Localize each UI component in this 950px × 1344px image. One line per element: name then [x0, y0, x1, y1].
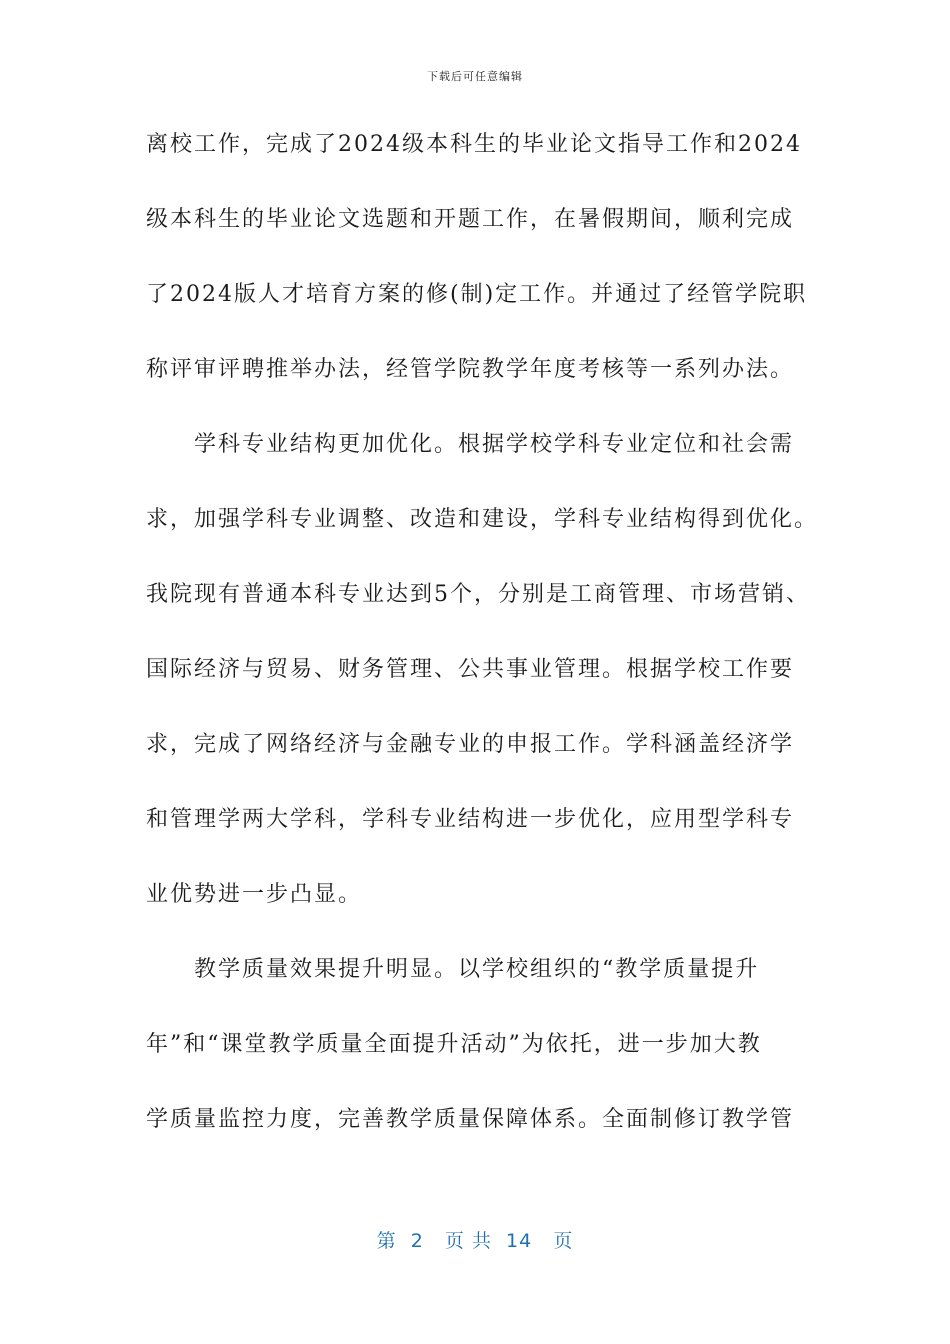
- paragraph-start-line: 学科专业结构更加优化。根据学校学科专业定位和社会需: [194, 432, 795, 457]
- text-line: 离校工作，完成了2024级本科生的毕业论文指导工作和2024: [146, 132, 802, 157]
- text-line: 级本科生的毕业论文选题和开题工作，在暑假期间，顺利完成: [146, 207, 795, 232]
- text-line: 国际经济与贸易、财务管理、公共事业管理。根据学校工作要: [146, 657, 795, 682]
- text-line: 了2024版人才培育方案的修(制)定工作。并通过了经管学院职: [146, 282, 808, 307]
- text-line: 称评审评聘推举办法，经管学院教学年度考核等一系列办法。: [146, 357, 795, 382]
- text-line: 求，完成了网络经济与金融专业的申报工作。学科涵盖经济学: [146, 732, 795, 757]
- text-line: 求，加强学科专业调整、改造和建设，学科专业结构得到优化。: [146, 507, 819, 532]
- text-line: 业优势进一步凸显。: [146, 882, 363, 907]
- text-line: 我院现有普通本科专业达到5个，分别是工商管理、市场营销、: [146, 582, 810, 607]
- text-line: 学质量监控力度，完善教学质量保障体系。全面制修订教学管: [146, 1107, 795, 1132]
- header-note: 下载后可任意编辑: [427, 70, 523, 83]
- text-line: 和管理学两大学科，学科专业结构进一步优化，应用型学科专: [146, 807, 795, 832]
- page-number-footer: 第 2 页 共 14 页: [376, 1230, 574, 1252]
- text-line: 年”和“课堂教学质量全面提升活动”为依托，进一步加大教: [146, 1032, 762, 1057]
- paragraph-start-line: 教学质量效果提升明显。以学校组织的“教学质量提升: [194, 957, 760, 982]
